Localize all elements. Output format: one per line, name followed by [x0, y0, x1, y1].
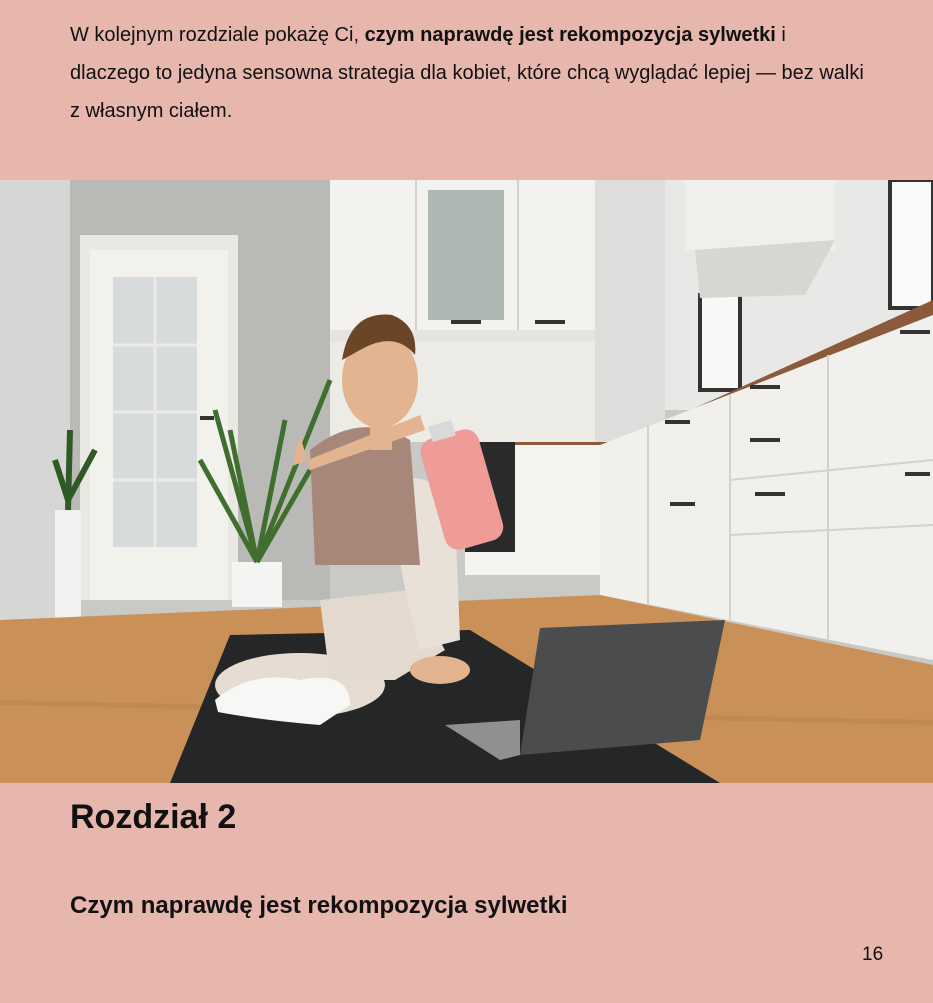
intro-text-end: i dlaczego to jedyna sensowna strategia dla kobiet, które chcą wyglądać lepiej — bez walki z własnym ciałem.	[70, 24, 864, 122]
intro-text-start: W kolejnym rozdziale pokażę Ci,	[70, 24, 365, 46]
page-number: 16	[862, 944, 884, 965]
kitchen-workout-photo	[0, 180, 933, 783]
chapter-subtitle: Czym naprawdę jest rekompozycja sylwetki	[70, 892, 568, 919]
chapter-heading: Rozdział 2	[70, 798, 237, 836]
intro-paragraph	[70, 16, 870, 130]
intro-text-bold: czym naprawdę jest rekompozycja sylwetki	[364, 24, 776, 46]
